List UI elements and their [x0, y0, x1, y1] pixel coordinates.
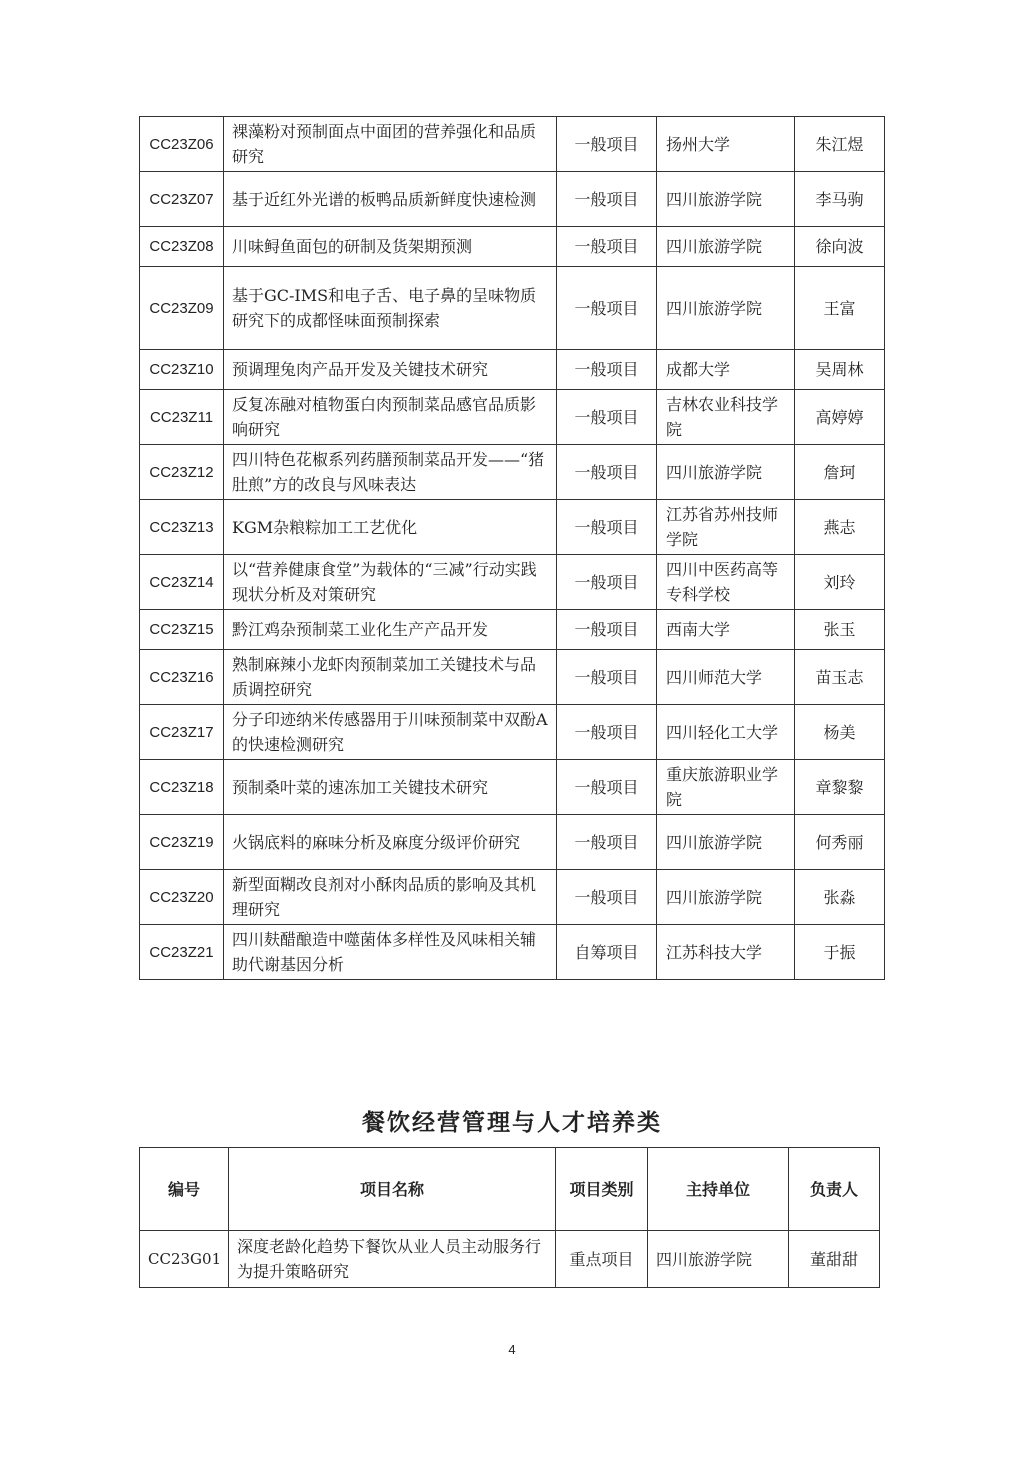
table-row [140, 1231, 880, 1288]
table-row [140, 870, 885, 925]
cell-person: 张淼 [795, 870, 885, 925]
cell-person: 詹珂 [795, 445, 885, 500]
cell-name: 基于近红外光谱的板鸭品质新鲜度快速检测 [224, 172, 557, 227]
header-code: 编号 [140, 1148, 229, 1231]
cell-person: 高婷婷 [795, 390, 885, 445]
cell-name: 火锅底料的麻味分析及麻度分级评价研究 [224, 815, 557, 870]
cell-person: 杨美 [795, 705, 885, 760]
table-row [140, 815, 885, 870]
table-row [140, 172, 885, 227]
cell-name: KGM杂粮粽加工工艺优化 [224, 500, 557, 555]
cell-code: CC23Z12 [140, 445, 224, 500]
cell-name: 反复冻融对植物蛋白肉预制菜品感官品质影响研究 [224, 390, 557, 445]
cell-type: 一般项目 [557, 350, 657, 390]
cell-unit: 成都大学 [657, 350, 795, 390]
cell-person: 董甜甜 [789, 1231, 880, 1288]
cell-person: 苗玉志 [795, 650, 885, 705]
cell-person: 燕志 [795, 500, 885, 555]
cell-unit: 四川旅游学院 [657, 267, 795, 350]
cell-code: CC23Z09 [140, 267, 224, 350]
cell-type: 一般项目 [557, 390, 657, 445]
cell-person: 章黎黎 [795, 760, 885, 815]
table-row [140, 705, 885, 760]
cell-unit: 西南大学 [657, 610, 795, 650]
section-title: 餐饮经营管理与人才培养类 [362, 1110, 662, 1136]
table-row [140, 555, 885, 610]
cell-code: CC23Z18 [140, 760, 224, 815]
cell-unit: 重庆旅游职业学院 [657, 760, 795, 815]
management-table-body [140, 1231, 880, 1288]
cell-name: 四川麸醋酿造中噬菌体多样性及风味相关辅助代谢基因分析 [224, 925, 557, 980]
table-row [140, 390, 885, 445]
header-unit: 主持单位 [648, 1148, 789, 1231]
cell-name: 基于GC-IMS和电子舌、电子鼻的呈味物质研究下的成都怪味面预制探索 [224, 267, 557, 350]
cell-name: 裸藻粉对预制面点中面团的营养强化和品质研究 [224, 117, 557, 172]
cell-code: CC23Z14 [140, 555, 224, 610]
cell-code: CC23Z21 [140, 925, 224, 980]
cell-code: CC23Z08 [140, 227, 224, 267]
cell-type: 一般项目 [557, 610, 657, 650]
cell-code: CC23Z06 [140, 117, 224, 172]
cell-code: CC23Z13 [140, 500, 224, 555]
cell-person: 朱江煜 [795, 117, 885, 172]
cell-type: 一般项目 [557, 760, 657, 815]
cell-type: 一般项目 [557, 172, 657, 227]
cell-type: 一般项目 [557, 705, 657, 760]
project-table-general [139, 116, 885, 980]
cell-name: 深度老龄化趋势下餐饮从业人员主动服务行为提升策略研究 [229, 1231, 556, 1288]
cell-code: CC23Z19 [140, 815, 224, 870]
cell-unit: 四川旅游学院 [648, 1231, 789, 1288]
cell-type: 一般项目 [557, 650, 657, 705]
table-row [140, 445, 885, 500]
cell-name: 川味鲟鱼面包的研制及货架期预测 [224, 227, 557, 267]
cell-person: 于振 [795, 925, 885, 980]
cell-code: CC23Z11 [140, 390, 224, 445]
cell-type: 一般项目 [557, 500, 657, 555]
header-type: 项目类别 [556, 1148, 648, 1231]
table-row [140, 350, 885, 390]
header-name: 项目名称 [229, 1148, 556, 1231]
table-row [140, 925, 885, 980]
cell-unit: 江苏科技大学 [657, 925, 795, 980]
cell-person: 李马驹 [795, 172, 885, 227]
header-person: 负责人 [789, 1148, 880, 1231]
cell-type: 一般项目 [557, 555, 657, 610]
cell-unit: 四川旅游学院 [657, 815, 795, 870]
page-number: 4 [508, 1342, 516, 1357]
cell-name: 预制桑叶菜的速冻加工关键技术研究 [224, 760, 557, 815]
cell-person: 何秀丽 [795, 815, 885, 870]
cell-name: 以“营养健康食堂”为载体的“三减”行动实践现状分析及对策研究 [224, 555, 557, 610]
cell-name: 新型面糊改良剂对小酥肉品质的影响及其机理研究 [224, 870, 557, 925]
cell-unit: 四川中医药高等专科学校 [657, 555, 795, 610]
cell-unit: 四川旅游学院 [657, 227, 795, 267]
table-row [140, 267, 885, 350]
cell-person: 吴周林 [795, 350, 885, 390]
cell-name: 黔江鸡杂预制菜工业化生产产品开发 [224, 610, 557, 650]
cell-code: CC23Z10 [140, 350, 224, 390]
cell-code: CC23Z16 [140, 650, 224, 705]
table-row [140, 500, 885, 555]
table-row [140, 650, 885, 705]
cell-type: 自筹项目 [557, 925, 657, 980]
cell-type: 一般项目 [557, 445, 657, 500]
cell-code: CC23Z20 [140, 870, 224, 925]
table-row [140, 117, 885, 172]
cell-unit: 四川轻化工大学 [657, 705, 795, 760]
table-row [140, 760, 885, 815]
cell-type: 一般项目 [557, 227, 657, 267]
cell-person: 王富 [795, 267, 885, 350]
cell-person: 刘玲 [795, 555, 885, 610]
table-row [140, 227, 885, 267]
cell-person: 张玉 [795, 610, 885, 650]
cell-unit: 四川旅游学院 [657, 172, 795, 227]
cell-code: CC23Z17 [140, 705, 224, 760]
cell-code: CC23G01 [140, 1231, 229, 1288]
cell-unit: 四川师范大学 [657, 650, 795, 705]
cell-unit: 江苏省苏州技师学院 [657, 500, 795, 555]
cell-type: 一般项目 [557, 267, 657, 350]
cell-type: 重点项目 [556, 1231, 648, 1288]
cell-unit: 扬州大学 [657, 117, 795, 172]
table-row [140, 610, 885, 650]
project-table-management [139, 1147, 880, 1288]
cell-code: CC23Z15 [140, 610, 224, 650]
table-header-row [140, 1148, 880, 1231]
cell-name: 预调理兔肉产品开发及关键技术研究 [224, 350, 557, 390]
cell-unit: 吉林农业科技学院 [657, 390, 795, 445]
cell-name: 熟制麻辣小龙虾肉预制菜加工关键技术与品质调控研究 [224, 650, 557, 705]
cell-type: 一般项目 [557, 870, 657, 925]
cell-code: CC23Z07 [140, 172, 224, 227]
project-table-body [140, 117, 885, 980]
cell-type: 一般项目 [557, 815, 657, 870]
cell-person: 徐向波 [795, 227, 885, 267]
cell-unit: 四川旅游学院 [657, 870, 795, 925]
cell-type: 一般项目 [557, 117, 657, 172]
cell-name: 分子印迹纳米传感器用于川味预制菜中双酚A的快速检测研究 [224, 705, 557, 760]
cell-name: 四川特色花椒系列药膳预制菜品开发——“猪肚煎”方的改良与风味表达 [224, 445, 557, 500]
cell-unit: 四川旅游学院 [657, 445, 795, 500]
